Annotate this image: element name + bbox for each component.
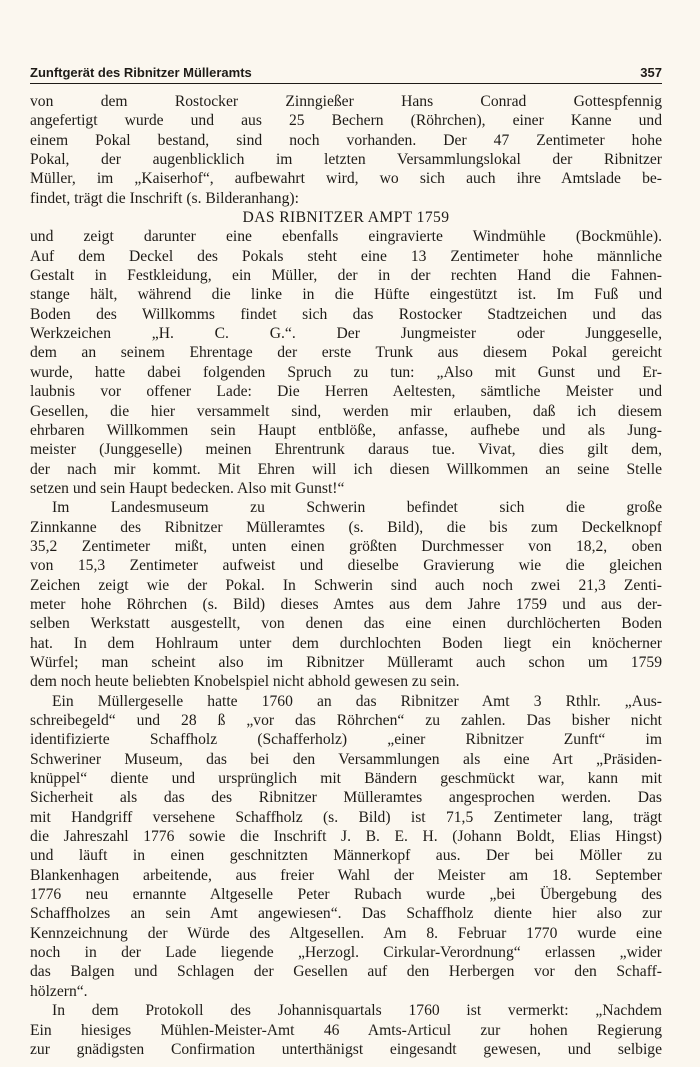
chapter-title: Zunftgerät des Ribnitzer Mülleramts [30,65,252,80]
text-line: Zinnkanne des Ribnitzer Mülleramtes (s. Bild), die bis zum Deckelknopf [30,518,662,536]
text-line: Würfel; man scheint also im Ribnitzer Mülleramt auch schon um 1759 [30,653,662,671]
text-line: die Jahreszahl 1776 sowie die Inschrift J. B. E. H. (Johann Boldt, Elias Hingst) [30,828,662,846]
text-line: identifizierte Schaffholz (Schafferholz) „einer Ribnitzer Zunft“ im [30,731,662,749]
text-line: stange hält, während die linke in die Hüfte eingestützt ist. Im Fuß und [30,286,662,304]
text-line: und läuft in einen geschnitzten Männerkopf aus. Der bei Möller zu [30,847,662,865]
text-line: hat. In dem Hohlraum unter dem durchlochten Boden liegt ein knöcherner [30,634,662,652]
paragraph-1 [30,92,662,208]
text-line: zur gnädigsten Confirmation unterthänigst eingesandt gewesen, und selbige [30,1040,662,1058]
paragraph-5 [30,1001,662,1059]
text-line: laubnis vor offener Lade: Die Herren Aeltesten, sämtliche Meister und [30,383,662,401]
text-line: Boden des Willkomms findet sich das Rostocker Stadtzeichen und das [30,305,662,323]
body-text [30,92,662,1059]
text-line: von 15,3 Zentimeter aufweist und dieselbe Gravierung wie die gleichen [30,557,662,575]
paragraph-2 [30,227,662,498]
text-line: ehrbaren Willkommen sein Haupt entblöße, anfasse, aufhebe und als Jung- [30,421,662,439]
text-line: Gestalt in Festkleidung, ein Müller, der in der rechten Hand die Fahnen- [30,267,662,285]
text-line: 1776 neu ernannte Altgeselle Peter Rubach wurde „bei Übergebung des [30,886,662,904]
text-line: Werkzeichen „H. C. G.“. Der Jungmeister oder Junggeselle, [30,325,662,343]
text-line: Gesellen, die hier versammelt sind, werden mir erlauben, daß ich diesem [30,402,662,420]
text-line: angefertigt wurde und aus 25 Bechern (Röhrchen), einer Kanne und [30,112,662,130]
running-head [30,60,662,80]
text-line: meter hohe Röhrchen (s. Bild) dieses Amtes aus dem Jahre 1759 und aus der- [30,595,662,613]
text-line: Kennzeichnung der Würde des Altgesellen. Am 8. Februar 1770 wurde eine [30,924,662,942]
text-line: Schaffholzes an sein Amt angewiesen“. Das Schaffholz diente hier also zur [30,905,662,923]
text-line: Auf dem Deckel des Pokals steht eine 13 Zentimeter hohe männliche [30,247,662,265]
text-line: Zeichen zeigt wie der Pokal. In Schwerin sind auch noch zwei 21,3 Zenti- [30,576,662,594]
text-line: Blankenhagen arbeitende, aus freier Wahl der Meister am 18. September [30,866,662,884]
text-line: selben Werkstatt ausgestellt, von denen das eine einen durchlöcherten Boden [30,615,662,633]
text-line: von dem Rostocker Zinngießer Hans Conrad Gottespfennig [30,93,662,110]
text-line: Ein Müllergeselle hatte 1760 an das Ribnitzer Amt 3 Rthlr. „Aus- [52,692,662,710]
text-line: noch in der Lade liegende „Herzogl. Cirkular-Verordnung“ erlassen „wider [30,944,662,962]
header-rule [30,83,662,84]
text-line: Sicherheit als das des Ribnitzer Mülleramtes angesprochen werden. Das [30,789,662,807]
page-number: 357 [640,65,662,80]
text-line: dem noch heute beliebten Knobelspiel nicht abhold gewesen zu sein. [30,673,460,691]
text-line: setzen und sein Haupt bedecken. Also mit Gunst!“ [30,479,345,497]
text-line: einem Pokal bestand, sind noch vorhanden. Der 47 Zentimeter hohe [30,131,662,149]
text-line: der nach mir kommt. Mit Ehren will ich diesen Willkommen an seine Stelle [30,460,662,478]
text-line: mit Handgriff versehene Schaffholz (s. Bild) ist 71,5 Zentimeter lang, trägt [30,808,662,826]
paragraph-3 [30,498,662,691]
text-line: und zeigt darunter eine ebenfalls eingravierte Windmühle (Bockmühle). [30,228,662,246]
text-line: dem an seinem Ehrentage der erste Trunk aus diesem Pokal gereicht [30,344,662,362]
text-line: wurde, hatte dabei folgenden Spruch zu tun: „Also mit Gunst und Er- [30,363,662,381]
text-line: findet, trägt die Inschrift (s. Bilderanhang): [30,189,299,207]
text-line: Schweriner Museum, das bei den Versammlungen als eine Art „Präsiden- [30,750,662,768]
text-line: das Balgen und Schlagen der Gesellen auf den Herbergen vor den Schaff- [30,963,662,981]
text-line: Pokal, der augenblicklich im letzten Versammlungslokal der Ribnitzer [30,151,662,169]
text-line: Im Landesmuseum zu Schwerin befindet sich die große [52,499,662,517]
text-line: In dem Protokoll des Johannisquartals 1760 ist vermerkt: „Nachdem [52,1002,662,1020]
text-line: knüppel“ diente und ursprünglich mit Bändern geschmückt war, kann mit [30,770,662,788]
text-line: hölzern“. [30,982,88,1000]
text-line: Ein hiesiges Mühlen-Meister-Amt 46 Amts-Articul zur hohen Regierung [30,1021,662,1039]
text-line: 35,2 Zentimeter mißt, unten einen größten Durchmesser von 18,2, oben [30,537,662,555]
inscription: DAS RIBNITZER AMPT 1759 [242,209,450,227]
text-line: meister (Junggeselle) meinen Ehrentrunk daraus tue. Vivat, dies gilt dem, [30,441,662,459]
paragraph-4 [30,692,662,1002]
text-line: schreibegeld“ und 28 ß „vor das Röhrchen“ zu zahlen. Das bisher nicht [30,712,662,729]
text-line: Müller, im „Kaiserhof“, aufbewahrt wird, wo sich auch ihre Amtslade be- [30,170,662,188]
